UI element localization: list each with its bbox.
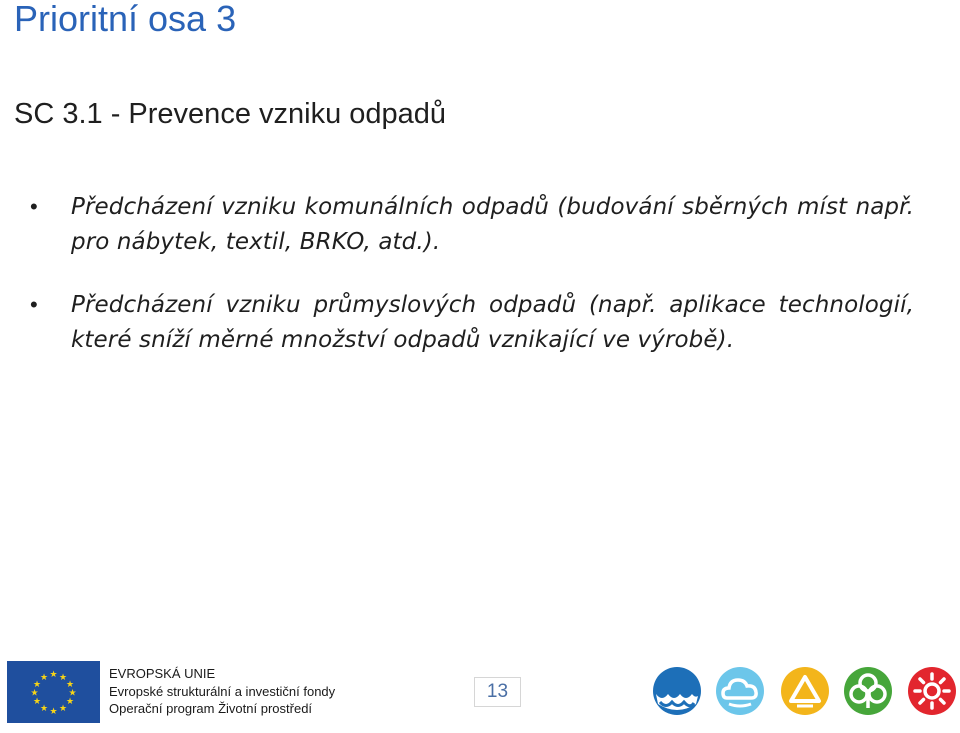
eu-flag-icon: [7, 661, 100, 723]
energy-icon: [907, 666, 957, 716]
footer: [0, 660, 960, 726]
waste-icon: [780, 666, 830, 716]
svg-text:★: ★: [32, 680, 42, 690]
slide-subtitle: SC 3.1 - Prevence vzniku odpadů: [14, 98, 447, 130]
eu-caption-line: Evropské strukturální a investiční fondy: [109, 683, 336, 699]
water-icon: [652, 666, 702, 716]
page-number: 13: [474, 677, 521, 707]
bullet-dot-icon: •: [30, 292, 38, 317]
bullet-text: Předcházení vzniku průmyslových odpadů (např. aplikace technologií, které sníží měrné množství odpadů vznikající ve výrobě).: [71, 292, 914, 353]
svg-text:★: ★: [30, 688, 39, 699]
bullet-dot-icon: •: [30, 194, 38, 219]
svg-text:★: ★: [65, 697, 75, 707]
eu-caption-line: EVROPSKÁ UNIE: [109, 666, 216, 681]
eu-caption-line: Operační program Životní prostředí: [109, 701, 313, 716]
air-icon: [715, 666, 765, 716]
nature-icon: [843, 666, 893, 716]
bullet-list: [30, 190, 914, 386]
svg-text:★: ★: [58, 704, 68, 714]
svg-text:★: ★: [68, 688, 77, 699]
svg-text:★: ★: [65, 680, 75, 690]
svg-text:★: ★: [49, 670, 58, 680]
svg-text:★: ★: [49, 707, 58, 717]
bullet-text: Předcházení vzniku komunálních odpadů (budování sběrných míst např. pro nábytek, textil, BRKO, atd.).: [71, 194, 914, 255]
svg-text:★: ★: [39, 704, 49, 714]
bullet-item: [30, 190, 914, 260]
slide-title: Prioritní osa 3: [14, 0, 237, 39]
bullet-item: [30, 288, 914, 358]
eu-caption: [109, 665, 335, 718]
svg-text:★: ★: [39, 673, 49, 683]
svg-text:★: ★: [32, 697, 42, 707]
svg-text:★: ★: [58, 673, 68, 683]
